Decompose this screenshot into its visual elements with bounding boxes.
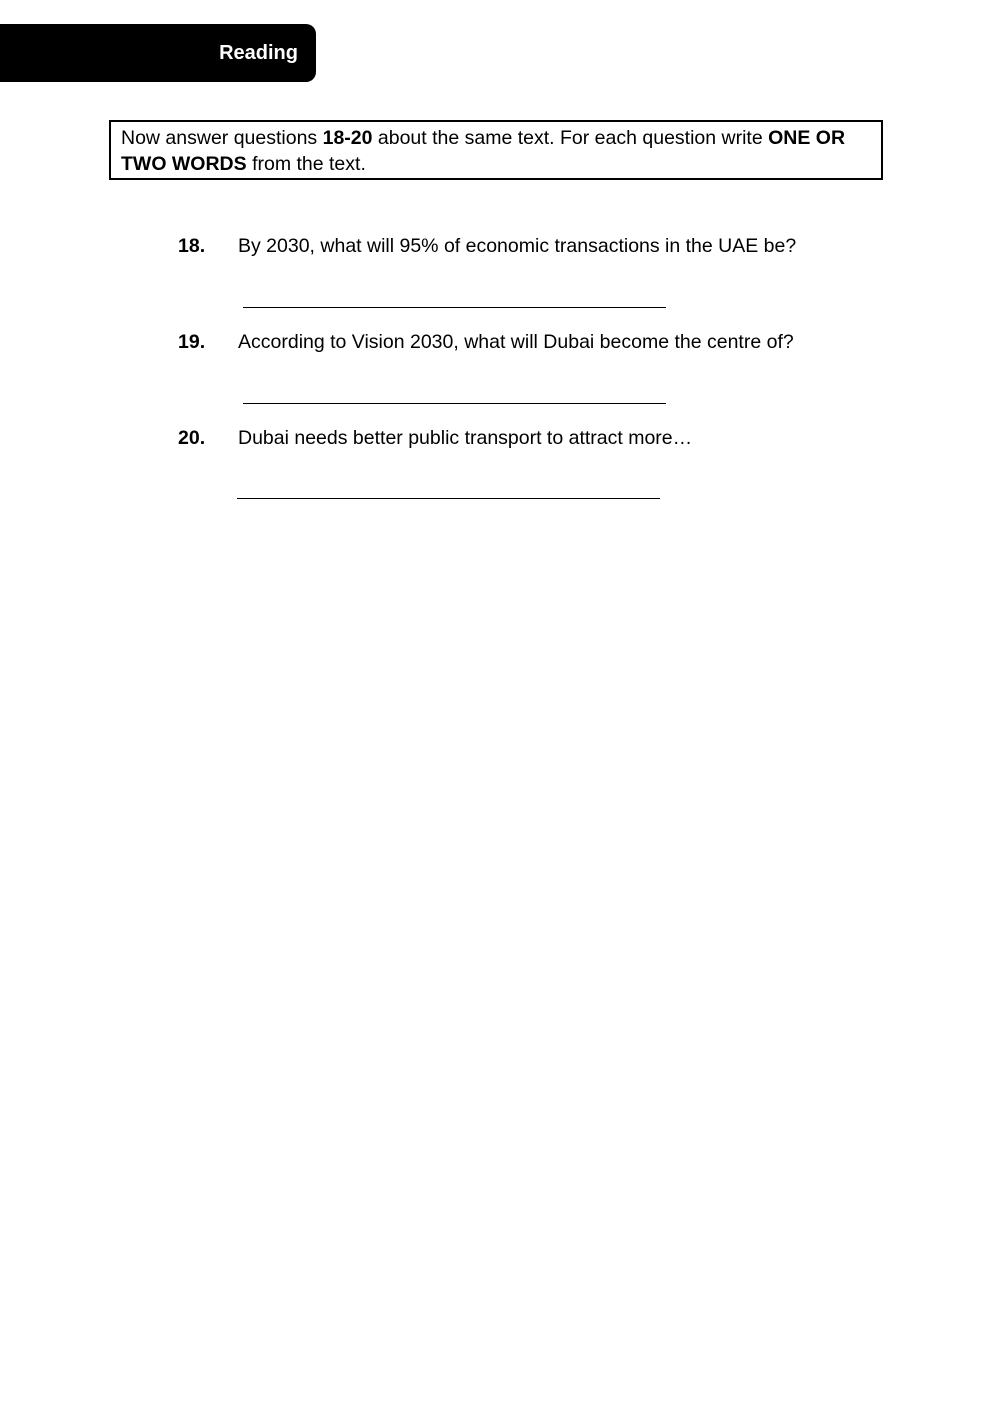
instructions-text: from the text. <box>246 153 366 175</box>
question-text: By 2030, what will 95% of economic transactions in the UAE be? <box>238 235 797 257</box>
instructions-box <box>109 120 883 180</box>
question-20 <box>178 426 692 450</box>
answer-line-19[interactable] <box>243 403 666 404</box>
instructions-word-limit: ONE OR TWO WORDS <box>121 127 846 175</box>
section-tab-reading <box>0 24 316 82</box>
question-number: 19. <box>178 331 206 353</box>
question-number: 18. <box>178 235 206 257</box>
question-number: 20. <box>178 427 206 449</box>
instructions-text: Now answer questions <box>121 127 323 149</box>
instructions-question-range: 18-20 <box>322 127 373 149</box>
answer-line-20[interactable] <box>237 498 660 499</box>
question-19 <box>178 330 794 354</box>
question-text: According to Vision 2030, what will Dubai become the centre of? <box>238 331 794 353</box>
section-label: Reading <box>219 42 298 64</box>
question-18 <box>178 234 796 258</box>
answer-line-18[interactable] <box>243 307 666 308</box>
question-text: Dubai needs better public transport to attract more… <box>238 427 693 449</box>
instructions-text: about the same text. For each question write <box>372 127 769 149</box>
